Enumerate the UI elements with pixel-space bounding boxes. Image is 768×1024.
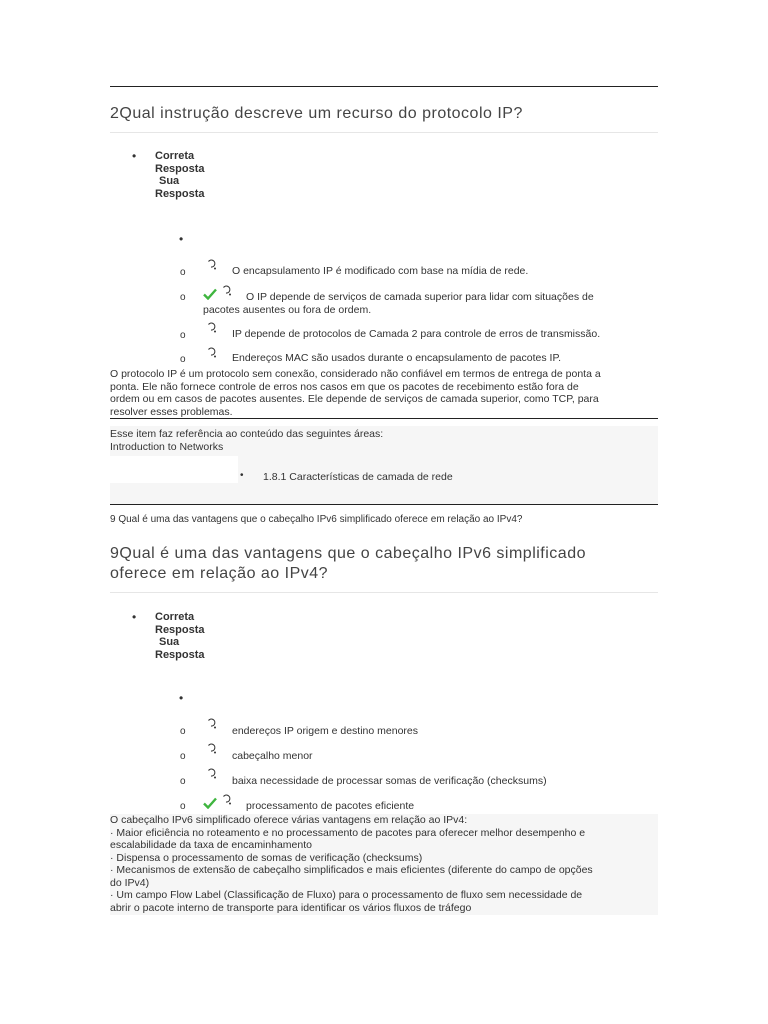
- radio-icon[interactable]: [222, 793, 232, 805]
- reference-inset: [110, 456, 238, 483]
- radio-icon[interactable]: [207, 742, 217, 754]
- reference-course: Introduction to Networks: [110, 441, 224, 453]
- option-text[interactable]: cabeçalho menor: [232, 750, 313, 762]
- option-text[interactable]: O IP depende de serviços de camada superior para lidar com situações de: [246, 291, 594, 303]
- option-text[interactable]: baixa necessidade de processar somas de verificação (checksums): [232, 775, 547, 787]
- bullet: •: [132, 149, 137, 163]
- answer-labels: Correta Resposta Sua Resposta: [155, 150, 205, 200]
- question-9-title: 9Qual é uma das vantagens que o cabeçalho IPv6 simplificado oferece em relação ao IPv4?: [110, 545, 586, 582]
- option-text[interactable]: endereços IP origem e destino menores: [232, 725, 418, 737]
- list-marker: o: [180, 354, 186, 365]
- list-marker: o: [180, 751, 186, 762]
- list-marker: o: [180, 801, 186, 812]
- bullet: •: [132, 610, 137, 624]
- radio-icon[interactable]: [207, 258, 217, 270]
- bullet: •: [179, 691, 184, 705]
- list-marker: o: [180, 726, 186, 737]
- list-marker: o: [180, 292, 186, 303]
- question-9-caption: 9 Qual é uma das vantagens que o cabeçalho IPv6 simplificado oferece em relação ao IPv4?: [110, 514, 523, 525]
- option-text[interactable]: IP depende de protocolos de Camada 2 para controle de erros de transmissão.: [232, 328, 601, 340]
- question-2-title: 2Qual instrução descreve um recurso do protocolo IP?: [110, 105, 523, 122]
- title-divider: [110, 132, 658, 133]
- radio-icon[interactable]: [222, 284, 232, 296]
- bullet: •: [179, 232, 184, 246]
- list-marker: o: [180, 267, 186, 278]
- radio-icon[interactable]: [207, 717, 217, 729]
- radio-icon[interactable]: [207, 346, 217, 358]
- section-divider: [110, 504, 658, 505]
- title-divider: [110, 592, 658, 593]
- radio-icon[interactable]: [207, 767, 217, 779]
- option-text[interactable]: O encapsulamento IP é modificado com base na mídia de rede.: [232, 265, 529, 277]
- option-text[interactable]: processamento de pacotes eficiente: [246, 800, 415, 812]
- check-icon: [203, 797, 217, 809]
- list-marker: o: [180, 776, 186, 787]
- list-marker: o: [180, 330, 186, 341]
- radio-icon[interactable]: [207, 321, 217, 333]
- check-icon: [203, 288, 217, 300]
- reference-item: 1.8.1 Características de camada de rede: [263, 471, 453, 483]
- feedback-text: O protocolo IP é um protocolo sem conexão, considerado não confiável em termos de entrega de ponta a ponta. Ele não fornece controle de erros nos casos em que os pacotes de recebimento estão fora de ordem ou em casos de pacotes ausentes. Ele depende de serviços de camada superior, como TCP, para resolver esses problemas.: [110, 368, 601, 418]
- option-text-continued: pacotes ausentes ou fora de ordem.: [203, 304, 372, 316]
- top-divider: [110, 86, 658, 87]
- feedback-divider: [110, 418, 658, 419]
- option-text[interactable]: Endereços MAC são usados durante o encapsulamento de pacotes IP.: [232, 352, 562, 364]
- answer-labels: Correta Resposta Sua Resposta: [155, 611, 205, 661]
- feedback-text: O cabeçalho IPv6 simplificado oferece várias vantagens em relação ao IPv4: · Maior eficiência no roteamento e no processamento de pacotes para oferecer melhor desempenho e escalabilidade da taxa de encaminhamento · Dispensa o processamento de somas de verificação (checksums) · Mecanismos de extensão de cabeçalho simplificados e mais eficientes (diferente do campo de opções do IPv4) · Um campo Flow Label (Classificação de Fluxo) para o processamento de fluxo sem necessidade de abrir o pacote interno de transporte para identificar os vários fluxos de tráfego: [110, 814, 593, 914]
- reference-intro: Esse item faz referência ao conteúdo das seguintes áreas:: [110, 428, 384, 440]
- bullet: •: [240, 470, 244, 481]
